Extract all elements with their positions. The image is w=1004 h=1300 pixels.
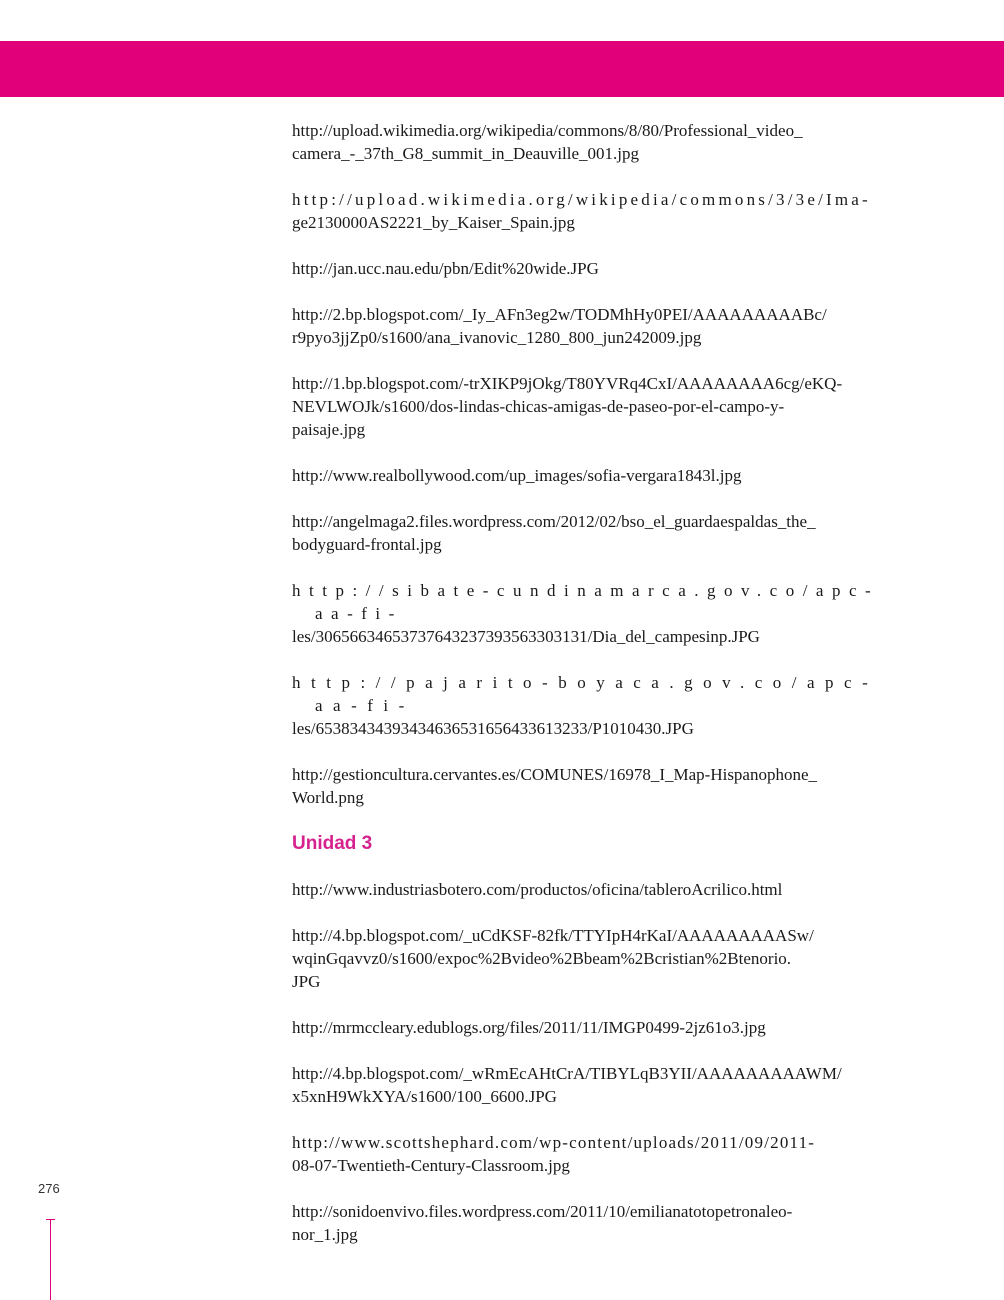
reference-url-line: World.png — [292, 788, 364, 807]
reference-url-line: http://www.industriasbotero.com/productos/oficina/tableroAcrilico.html — [292, 880, 783, 899]
reference-item — [292, 1200, 890, 1246]
margin-rule — [50, 1219, 51, 1300]
reference-url-line: http://upload.wikimedia.org/wikipedia/commons/8/80/Professional_video_ — [292, 121, 803, 140]
reference-item — [292, 303, 890, 349]
reference-item — [292, 763, 890, 809]
reference-url-line: http://www.realbollywood.com/up_images/sofia-vergara1843l.jpg — [292, 466, 742, 485]
reference-url-line: ge2130000AS2221_by_Kaiser_Spain.jpg — [292, 213, 575, 232]
reference-url-line: 08-07-Twentieth-Century-Classroom.jpg — [292, 1156, 570, 1175]
reference-item — [292, 188, 890, 234]
reference-item — [292, 464, 890, 487]
reference-url-line: NEVLWOJk/s1600/dos-lindas-chicas-amigas-de-paseo-por-el-campo-y- — [292, 397, 785, 416]
reference-item — [292, 1016, 890, 1039]
reference-url-line: http://jan.ucc.nau.edu/pbn/Edit%20wide.JPG — [292, 259, 599, 278]
reference-url-line: les/30656634653737643237393563303131/Dia_del_campesinp.JPG — [292, 627, 760, 646]
reference-url-line: JPG — [292, 972, 321, 991]
page-number: 276 — [38, 1181, 60, 1196]
reference-url-line: http://gestioncultura.cervantes.es/COMUNES/16978_I_Map-Hispanophone_ — [292, 765, 818, 784]
reference-url-line: http://pajarito-boyaca.gov.co/apc-aa-fi- — [292, 673, 879, 715]
reference-item — [292, 1131, 890, 1177]
reference-url-line: r9pyo3jjZp0/s1600/ana_ivanovic_1280_800_jun242009.jpg — [292, 328, 702, 347]
reference-url-line: les/65383434393434636531656433613233/P1010430.JPG — [292, 719, 694, 738]
reference-url-line: wqinGqavvz0/s1600/expoc%2Bvideo%2Bbeam%2Bcristian%2Btenorio. — [292, 949, 792, 968]
reference-url-line: http://2.bp.blogspot.com/_Iy_AFn3eg2w/TODMhHy0PEI/AAAAAAAAABc/ — [292, 305, 827, 324]
reference-url-line: http://4.bp.blogspot.com/_wRmEcAHtCrA/TIBYLqB3YII/AAAAAAAAAWM/ — [292, 1064, 842, 1083]
reference-url-line: nor_1.jpg — [292, 1225, 358, 1244]
reference-url-line: http://sibate-cundinamarca.gov.co/apc-aa-fi- — [292, 581, 880, 623]
reference-list — [292, 119, 890, 1269]
reference-item — [292, 878, 890, 901]
reference-url-line: http://www.scottshephard.com/wp-content/uploads/2011/09/2011- — [292, 1133, 816, 1152]
reference-url-line: camera_-_37th_G8_summit_in_Deauville_001.jpg — [292, 144, 640, 163]
reference-url-line: http://upload.wikimedia.org/wikipedia/commons/3/3e/Ima- — [292, 190, 871, 209]
reference-item — [292, 924, 890, 993]
reference-url-line: http://sonidoenvivo.files.wordpress.com/2011/10/emilianatotopetronaleo- — [292, 1202, 793, 1221]
section-heading: Unidad 3 — [292, 833, 373, 854]
reference-url-line: http://4.bp.blogspot.com/_uCdKSF-82fk/TTYIpH4rKaI/AAAAAAAAASw/ — [292, 926, 814, 945]
reference-item — [292, 372, 890, 441]
reference-url-line: bodyguard-frontal.jpg — [292, 535, 442, 554]
reference-url-line: http://1.bp.blogspot.com/-trXIKP9jOkg/T80YVRq4CxI/AAAAAAAA6cg/eKQ- — [292, 374, 843, 393]
reference-item — [292, 510, 890, 556]
reference-url-line: x5xnH9WkXYA/s1600/100_6600.JPG — [292, 1087, 557, 1106]
reference-item — [292, 671, 890, 740]
header-color-band — [0, 41, 1004, 97]
reference-url-line: paisaje.jpg — [292, 420, 366, 439]
reference-url-line: http://angelmaga2.files.wordpress.com/2012/02/bso_el_guardaespaldas_the_ — [292, 512, 816, 531]
reference-item — [292, 119, 890, 165]
reference-item — [292, 1062, 890, 1108]
reference-item — [292, 257, 890, 280]
reference-url-line: http://mrmccleary.edublogs.org/files/2011/11/IMGP0499-2jz61o3.jpg — [292, 1018, 766, 1037]
reference-item — [292, 579, 890, 648]
